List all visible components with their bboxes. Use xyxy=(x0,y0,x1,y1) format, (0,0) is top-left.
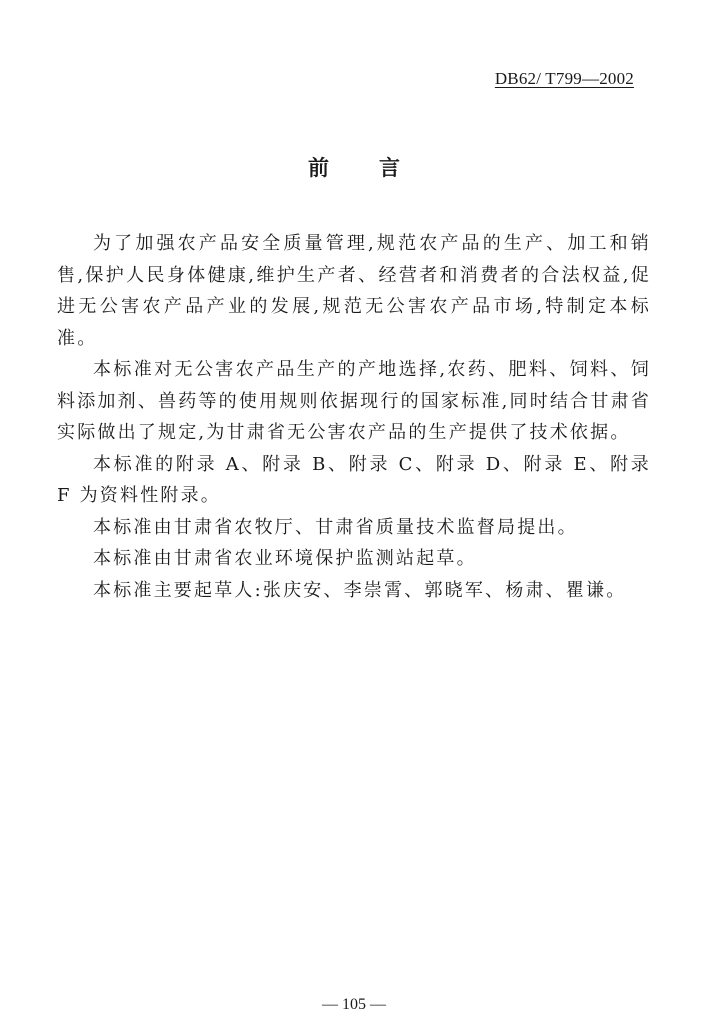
standard-number: DB62/ T799—2002 xyxy=(494,69,634,88)
paragraph: 本标准由甘肃省农牧厅、甘肃省质量技术监督局提出。 xyxy=(93,516,578,538)
paragraph: 本标准对无公害农产品生产的产地选择,农药、肥料、饲料、饲料添加剂、兽药等的使用规则依据现行的国家标准,同时结合甘肃省实际做出了规定,为甘肃省无公害农产品的生产提供了技术依据。 xyxy=(57,359,651,443)
paragraph: 本标准主要起草人:张庆安、李崇霄、郭晓军、杨肃、瞿谦。 xyxy=(93,579,627,601)
foreword-body xyxy=(57,228,651,606)
paragraph: 本标准的附录 A、附录 B、附录 C、附录 D、附录 E、附录 F 为资料性附录。 xyxy=(57,453,651,506)
paragraph: 为了加强农产品安全质量管理,规范农产品的生产、加工和销售,保护人民身体健康,维护生产者、经营者和消费者的合法权益,促进无公害农产品产业的发展,规范无公害农产品市场,特制定本标准。 xyxy=(57,233,651,349)
page-title: 前言 xyxy=(308,155,450,180)
page-number: — 105 — xyxy=(322,996,386,1013)
paragraph: 本标准由甘肃省农业环境保护监测站起草。 xyxy=(93,548,477,569)
